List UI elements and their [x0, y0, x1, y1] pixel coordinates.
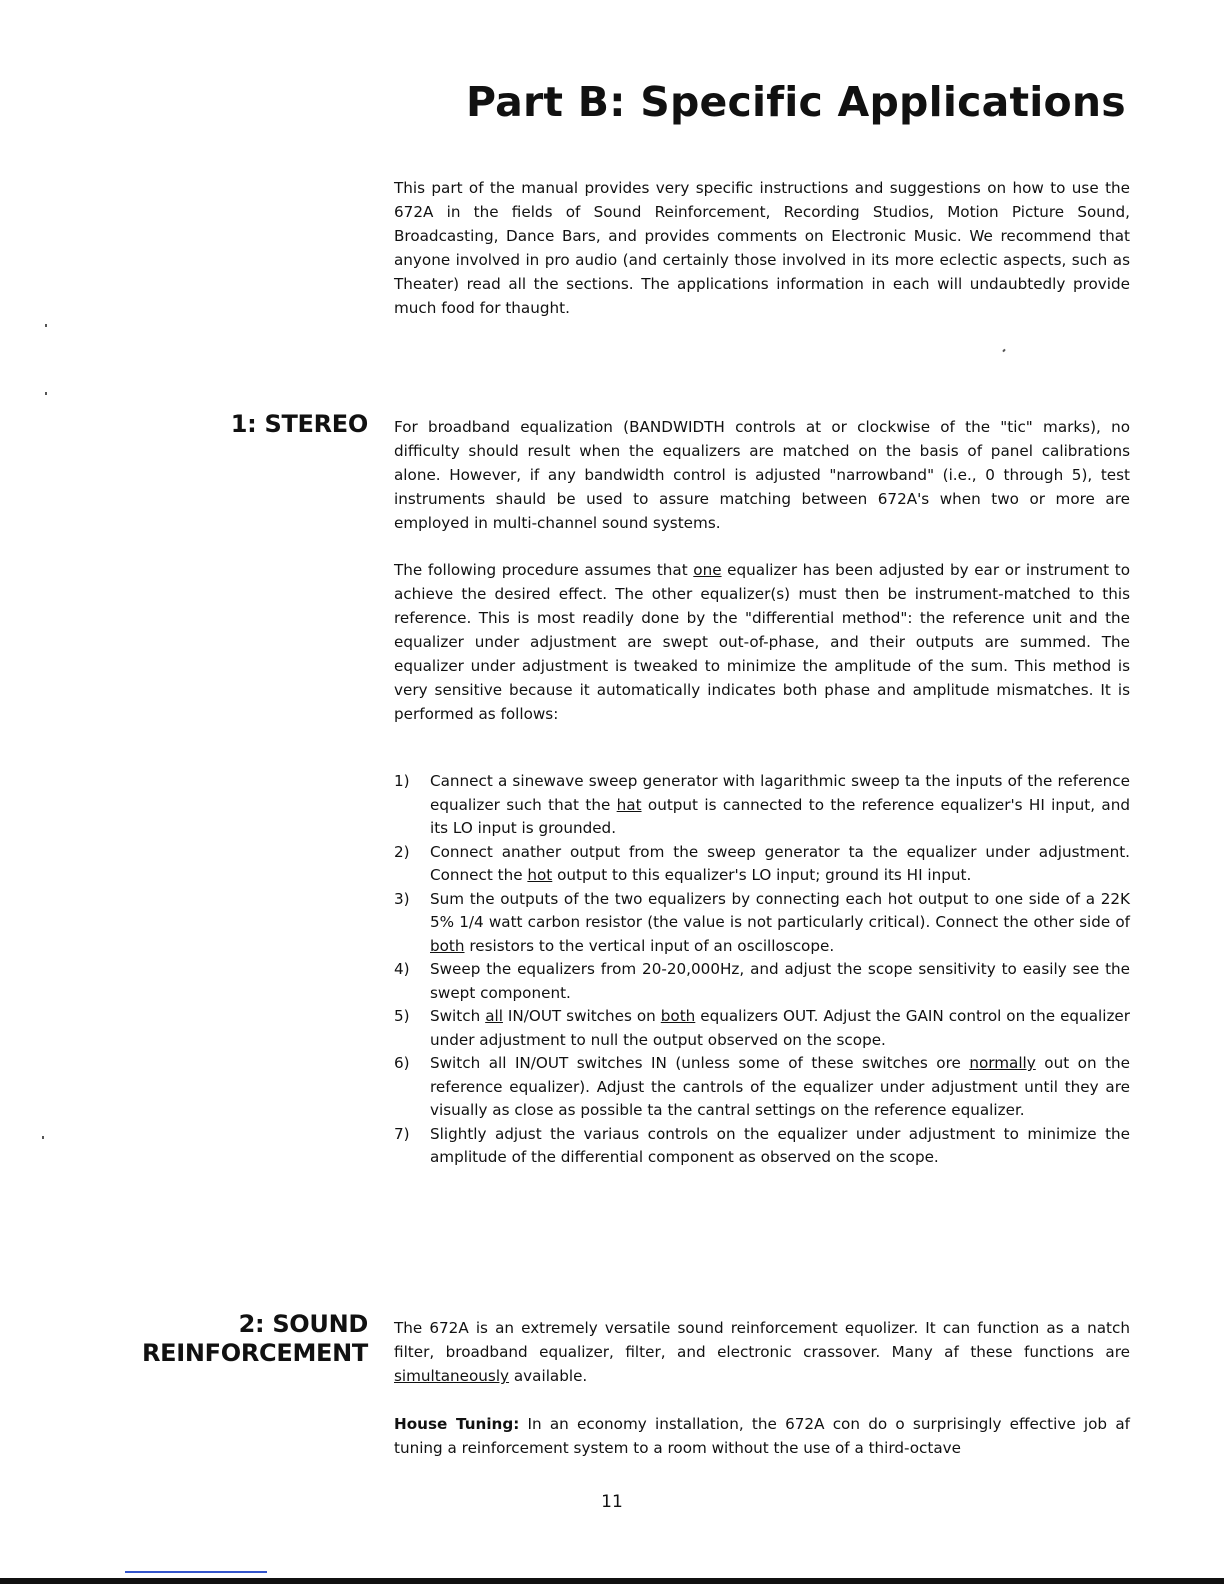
- list-item: [394, 888, 1130, 959]
- text-run: available.: [509, 1367, 588, 1385]
- scan-speck: [45, 392, 47, 395]
- step-number: 3): [394, 889, 410, 908]
- text-run: Slightly adjust the variaus controls on the equalizer under adjustment to minimize the amplitude of the differential component as observed on the scope.: [430, 1124, 1130, 1166]
- underlined-word: both: [660, 1007, 696, 1025]
- underlined-word: hat: [616, 795, 642, 814]
- page-number: 11: [601, 1492, 623, 1512]
- heading-line: 2: SOUND: [238, 1310, 368, 1338]
- list-item: [394, 1123, 1130, 1170]
- underlined-word: hot: [527, 866, 553, 884]
- stereo-paragraph-2: [394, 558, 1130, 726]
- text-run: equalizers OUT. Adjust the GAIN control on the equalizer under adjustment to null the output observed on the scope.: [430, 1007, 1131, 1049]
- list-item: [394, 1005, 1130, 1052]
- section-heading-sound-reinforcement: [142, 1310, 368, 1368]
- list-item: [394, 958, 1130, 1005]
- list-item: [394, 841, 1130, 888]
- step-number: 5): [394, 1007, 410, 1025]
- run-in-heading: House Tuning:: [394, 1415, 520, 1433]
- text-run: Sweep the equalizers from 20-20,000Hz, and adjust the scope sensitivity to easily see the swept component.: [430, 960, 1130, 1002]
- intro-paragraph: This part of the manual provides very specific instructions and suggestions on how to use the 672A in the fields of Sound Reinforcement, Recording Studios, Motion Picture Sound, Broadcasting, Dance Bars, and provides comments on Electronic Music. We recommend that anyone involved in pro audio (and certainly those involved in its more eclectic aspects, such as Theater) read all the sections. The applications information in each will undaubtedly provide much food for thaught.: [394, 179, 1130, 317]
- scan-edge-line: [125, 1571, 267, 1573]
- scan-speck: [42, 1136, 44, 1139]
- stereo-paragraph-1: For broadband equalization (BANDWIDTH controls at or clockwise of the "tic" marks), no difficulty should result when the equalizers are matched on the basis of panel calibrations alone. However, if any bandwidth control is adjusted "narrowband" (i.e., 0 through 5), test instruments shauld be used to assure matching between 672A's when two or more are employed in multi-channel sound systems.: [394, 418, 1130, 532]
- scan-speck: [1002, 349, 1005, 353]
- text-run: equalizer has been adjusted by ear or instrument to achieve the desired effect. The other equalizer(s) must then be instrument-matched to this reference. This is most readily done by the "differential method": the reference unit and the equalizer under adjustment are swept out-of-phase, and their outputs are summed. The equalizer under adjustment is tweaked to minimize the amplitude of the sum. This method is very sensitive because it automatically indicates both phase and amplitude mismatches. It is performed as follows:: [394, 561, 1130, 723]
- scan-speck: [45, 324, 47, 327]
- step-number: 6): [394, 1054, 410, 1072]
- text-run: out on the reference equalizer). Adjust the cantrols of the equalizer under adjustment until they are visually as close as possible ta the cantral settings on the reference equalizer.: [430, 1054, 1130, 1119]
- sound-reinforcement-paragraph-2: [394, 1412, 1130, 1460]
- text-run: Switch all IN/OUT switches IN (unless some of these switches ore: [430, 1054, 970, 1072]
- step-number: 4): [394, 960, 410, 978]
- list-item: [394, 1052, 1130, 1123]
- heading-line: REINFORCEMENT: [141, 1339, 368, 1367]
- text-run: The following procedure assumes that: [394, 561, 694, 579]
- step-number: 1): [394, 772, 410, 790]
- underlined-word: both: [430, 936, 465, 955]
- text-run: Switch: [430, 1007, 486, 1025]
- text-run: output to this equalizer's LO input; ground its HI input.: [552, 866, 972, 884]
- sound-reinforcement-paragraph-1: [394, 1316, 1130, 1388]
- text-run: The 672A is an extremely versatile sound reinforcement equolizer. It can function as a natch filter, broadband equalizer, filter, and electronic crassover. Many af these functions are: [394, 1319, 1130, 1361]
- text-run: Cannect a sinewave sweep generator with lagarithmic sweep ta the inputs of the reference equalizer such that the: [430, 772, 1130, 814]
- text-run: output is cannected to the reference equalizer's HI input, and its LO input is grounded.: [430, 795, 1130, 837]
- section-heading-stereo: 1: STEREO: [230, 410, 368, 438]
- underlined-word: all: [485, 1007, 503, 1025]
- step-number: 2): [394, 842, 410, 861]
- underlined-word: normally: [969, 1054, 1036, 1072]
- text-run: Connect anather output from the sweep generator ta the equalizer under adjustment. Connect the: [430, 842, 1130, 884]
- text-run: IN/OUT switches on: [502, 1007, 661, 1025]
- procedure-steps: [394, 770, 1130, 1170]
- text-run: Sum the outputs of the two equalizers by connecting each hot output to one side of a 22K 5% 1/4 watt carbon resistor (the value is not particularly critical). Connect the other side of: [430, 889, 1130, 931]
- text-run: In an economy installation, the 672A con do o surprisingly effective job af tuning a reinforcement system to a room without the use of a third-octave: [394, 1415, 1130, 1457]
- page-title: Part B: Specific Applications: [466, 78, 1126, 126]
- text-run: resistors to the vertical input of an oscilloscope.: [464, 936, 835, 955]
- step-number: 7): [394, 1124, 410, 1143]
- underlined-word: simultaneously: [394, 1367, 510, 1385]
- underlined-word: one: [693, 561, 722, 579]
- list-item: [394, 770, 1130, 841]
- scan-bottom-edge: [0, 1578, 1224, 1584]
